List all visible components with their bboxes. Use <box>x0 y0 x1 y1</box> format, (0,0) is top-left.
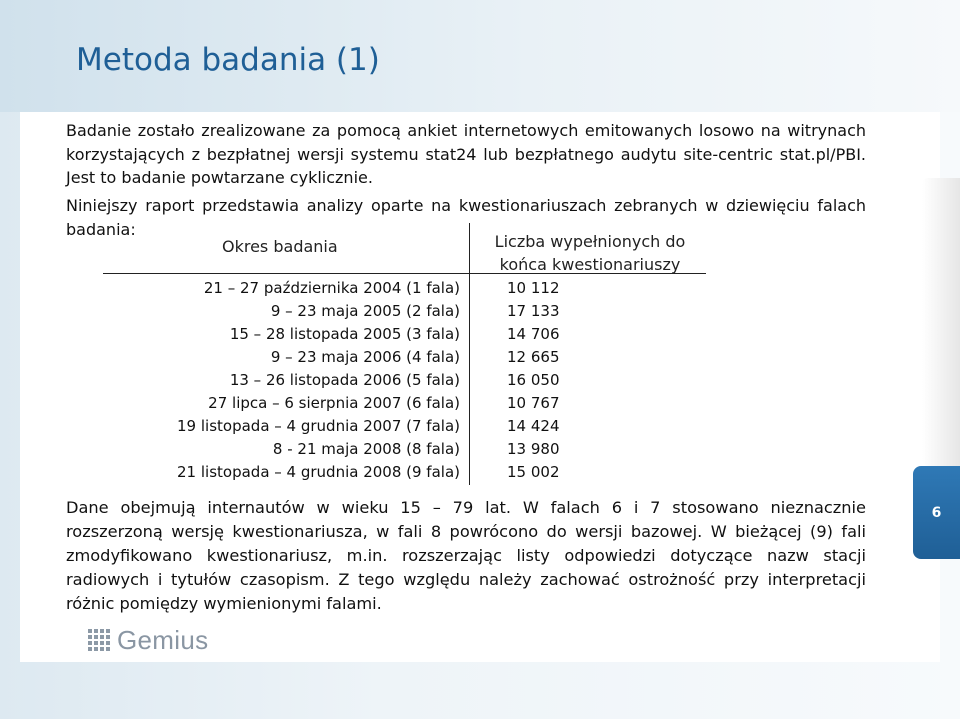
page-number: 6 <box>931 504 942 521</box>
table-row <box>100 440 620 463</box>
table-row <box>100 371 620 394</box>
table-row <box>100 325 620 348</box>
row-period: 8 - 21 maja 2008 (8 fala) <box>272 440 460 458</box>
table-row <box>100 417 620 440</box>
slide-title: Metoda badania (1) <box>76 42 380 78</box>
logo-text: Gemius <box>117 624 209 655</box>
gemius-logo <box>88 624 208 656</box>
footnote-paragraph: Dane obejmują internautów w wieku 15 – 79 lat. W falach 6 i 7 stosowano nieznacznie rozszerzoną wersję kwestionariusza, w fali 8 powrócono do wersji bazowej. W bieżącej (9) fali zmodyfikowano kwestionariusz, m.in. rozszerzając listy odpowiedzi dotyczące nazw stacji radiowych i tytułów czasopism. Z tego względu należy zachować ostrożność przy interpretacji różnic pomiędzy wymienionymi falami. <box>66 498 866 613</box>
row-count: 13 980 <box>507 440 560 458</box>
table-row <box>100 302 620 325</box>
table-header-period: Okres badania <box>222 237 338 256</box>
row-count: 15 002 <box>507 463 560 481</box>
intro-paragraph-2: Niniejszy raport przedstawia analizy oparte na kwestionariuszach zebranych w dziewięciu falach badania: <box>66 196 866 239</box>
table-row <box>100 394 620 417</box>
row-count: 17 133 <box>507 302 560 320</box>
row-period: 27 lipca – 6 sierpnia 2007 (6 fala) <box>208 394 460 412</box>
side-card-shadow <box>922 178 960 466</box>
row-period: 9 – 23 maja 2005 (2 fala) <box>270 302 460 320</box>
row-count: 16 050 <box>507 371 560 389</box>
row-period: 21 – 27 października 2004 (1 fala) <box>203 279 460 297</box>
table-header-divider <box>103 273 706 274</box>
logo-grid-icon <box>88 629 110 651</box>
row-period: 9 – 23 maja 2006 (4 fala) <box>270 348 460 366</box>
table-row <box>100 463 620 486</box>
row-count: 10 112 <box>507 279 560 297</box>
table-header-count: Liczba wypełnionych do końca kwestionariuszy <box>494 232 686 274</box>
table-row <box>100 348 620 371</box>
row-count: 14 424 <box>507 417 560 435</box>
page-number-tab <box>913 466 960 559</box>
row-period: 21 listopada – 4 grudnia 2008 (9 fala) <box>177 463 460 481</box>
row-count: 10 767 <box>507 394 560 412</box>
row-period: 15 – 28 listopada 2005 (3 fala) <box>229 325 460 343</box>
row-count: 14 706 <box>507 325 560 343</box>
row-period: 19 listopada – 4 grudnia 2007 (7 fala) <box>177 417 460 435</box>
table-body <box>100 279 620 486</box>
table-row <box>100 279 620 302</box>
intro-paragraph-1: Badanie zostało zrealizowane za pomocą ankiet internetowych emitowanych losowo na witrynach korzystających z bezpłatnej wersji systemu stat24 lub bezpłatnego audytu site-centric stat.pl/PBI. Jest to badanie powtarzane cyklicznie. <box>66 121 866 187</box>
row-count: 12 665 <box>507 348 560 366</box>
row-period: 13 – 26 listopada 2006 (5 fala) <box>229 371 460 389</box>
